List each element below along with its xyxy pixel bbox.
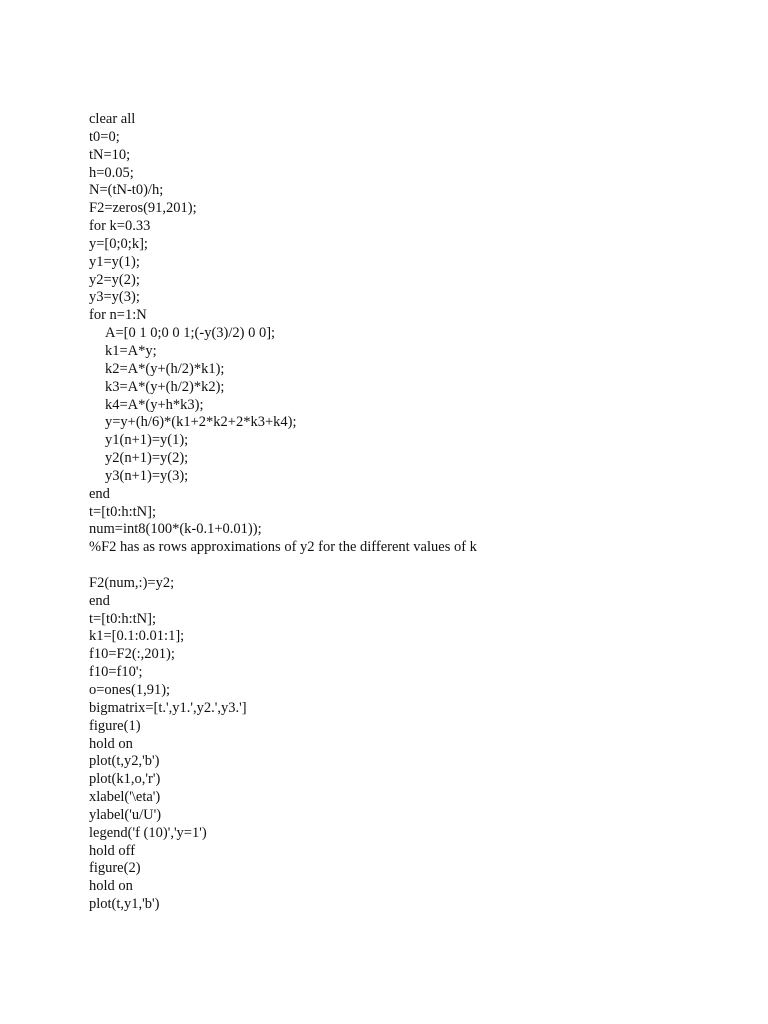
code-line: num=int8(100*(k-0.1+0.01));	[89, 521, 262, 538]
code-line: hold on	[89, 735, 133, 752]
code-line: f10=f10';	[89, 664, 143, 681]
code-line: y1(n+1)=y(1);	[105, 432, 189, 449]
code-listing	[89, 111, 477, 914]
code-line: t=[t0:h:tN];	[89, 610, 156, 627]
code-line: %F2 has as rows approximations of y2 for the different values of k	[89, 539, 477, 556]
code-line: legend('f (10)','y=1')	[89, 824, 207, 841]
code-line: y2(n+1)=y(2);	[105, 450, 189, 467]
code-line: end	[89, 485, 110, 502]
code-line: k1=[0.1:0.01:1];	[89, 628, 185, 645]
code-line: hold off	[89, 842, 136, 859]
code-line: figure(2)	[89, 860, 141, 877]
code-line	[89, 557, 477, 575]
code-line: plot(t,y1,'b')	[89, 896, 160, 913]
code-line: clear all	[89, 111, 136, 127]
code-line: t=[t0:h:tN];	[89, 503, 156, 520]
code-line: o=ones(1,91);	[89, 682, 171, 698]
code-line: F2(num,:)=y2;	[89, 574, 175, 591]
code-line: plot(t,y2,'b')	[89, 753, 160, 770]
code-line: N=(tN-t0)/h;	[89, 182, 164, 199]
code-line: t0=0;	[89, 128, 120, 145]
code-line: k2=A*(y+(h/2)*k1);	[105, 360, 225, 377]
code-line: f10=F2(:,201);	[89, 646, 175, 663]
code-line: ylabel('u/U')	[89, 806, 162, 823]
code-line: end	[89, 592, 110, 609]
code-line: y=[0;0;k];	[89, 235, 148, 252]
code-line: figure(1)	[89, 717, 141, 734]
code-line: h=0.05;	[89, 164, 134, 181]
code-line: tN=10;	[89, 146, 131, 163]
code-line: k3=A*(y+(h/2)*k2);	[105, 378, 225, 395]
code-line: k1=A*y;	[105, 342, 157, 359]
code-line: for k=0.33	[89, 218, 151, 235]
code-line: hold on	[89, 878, 133, 895]
code-line: y1=y(1);	[89, 253, 140, 270]
code-line: y=y+(h/6)*(k1+2*k2+2*k3+k4);	[105, 414, 297, 431]
code-line: bigmatrix=[t.',y1.',y2.',y3.']	[89, 699, 247, 716]
code-line: plot(k1,o,'r')	[89, 771, 161, 788]
code-line: xlabel('\eta')	[89, 789, 161, 806]
code-line: F2=zeros(91,201);	[89, 200, 197, 217]
code-line: y2=y(2);	[89, 271, 140, 288]
code-line: y3=y(3);	[89, 289, 140, 306]
code-line: k4=A*(y+h*k3);	[105, 396, 204, 413]
code-line: y3(n+1)=y(3);	[105, 467, 189, 484]
code-line: A=[0 1 0;0 0 1;(-y(3)/2) 0 0];	[105, 325, 276, 342]
code-line: for n=1:N	[89, 307, 147, 324]
